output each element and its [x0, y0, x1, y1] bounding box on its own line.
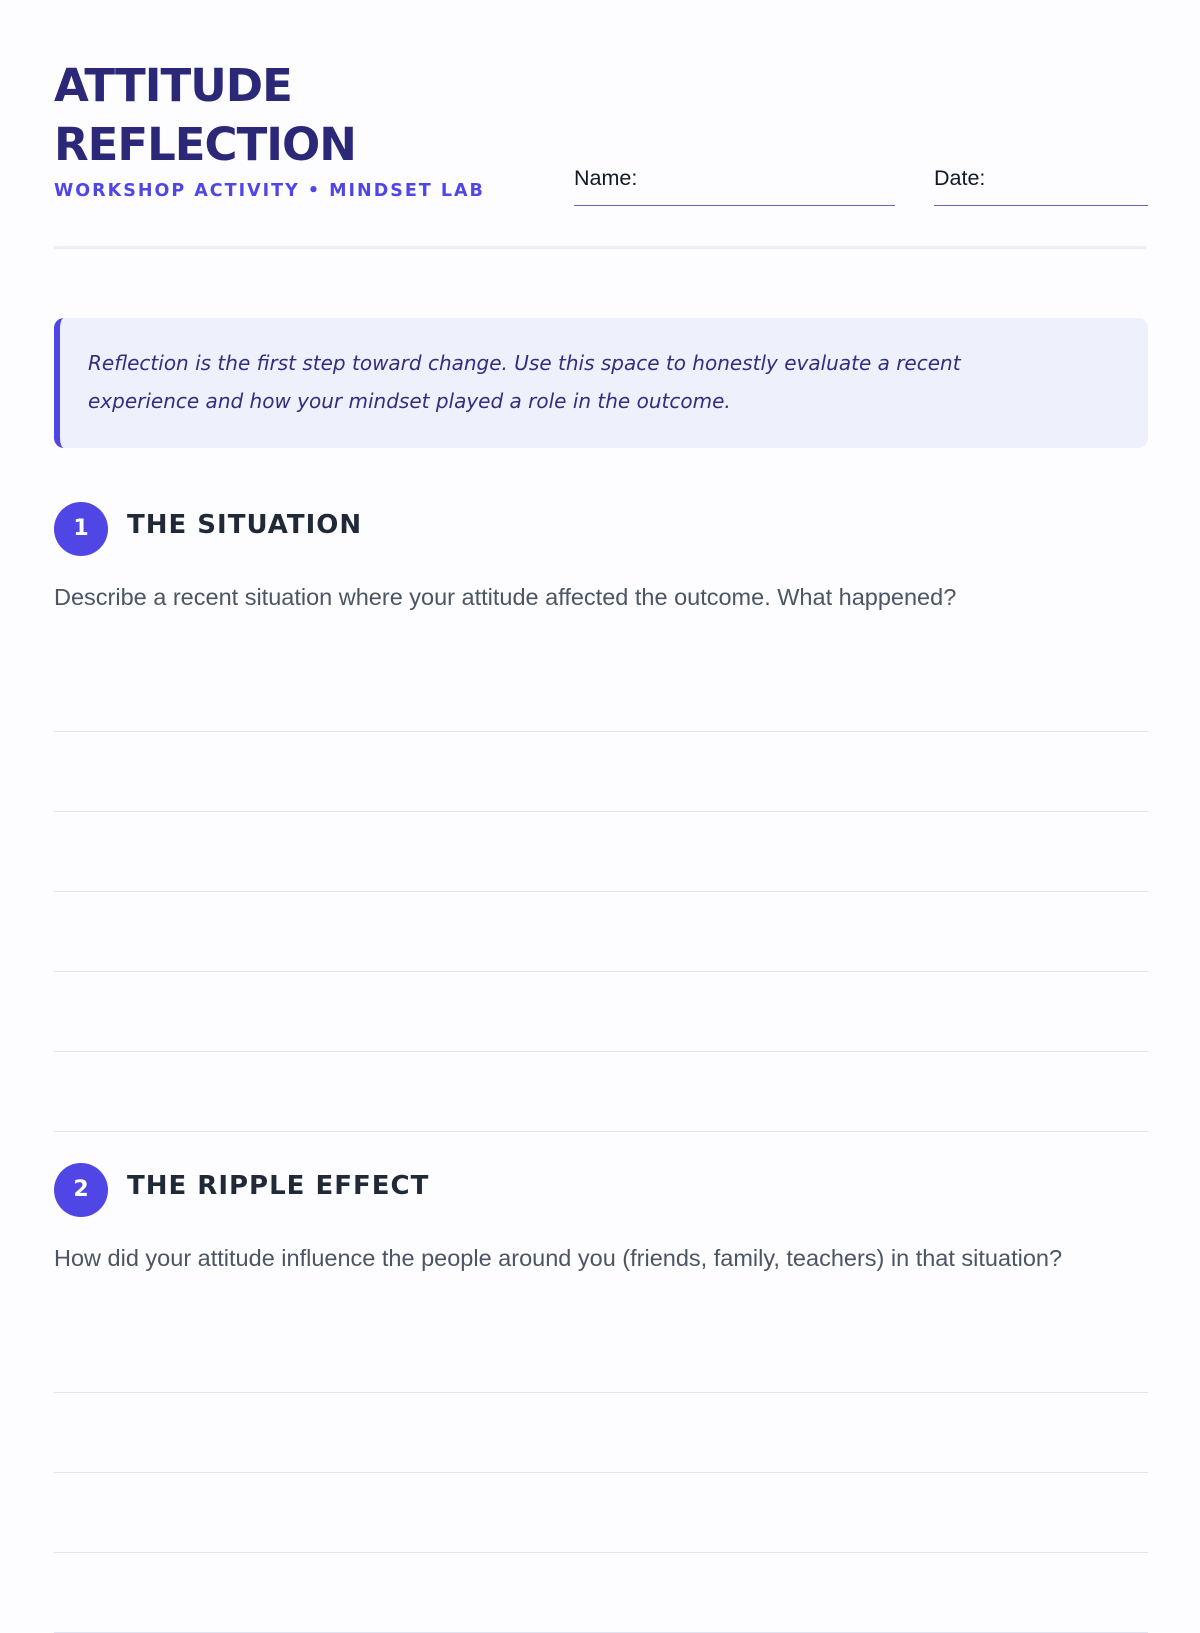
name-field[interactable]: [574, 164, 895, 206]
section-title: THE SITUATION: [127, 510, 363, 540]
header-divider: [54, 246, 1146, 249]
step-number-badge: 1: [54, 502, 108, 556]
writing-line[interactable]: [54, 892, 1148, 972]
page-subtitle: WORKSHOP ACTIVITY • MINDSET LAB: [54, 181, 485, 201]
writing-line[interactable]: [54, 972, 1148, 1052]
writing-line[interactable]: [54, 812, 1148, 892]
section-prompt: How did your attitude influence the people around you (friends, family, teachers) in that situation?: [54, 1245, 1063, 1271]
title-line-1: ATTITUDE: [54, 59, 292, 112]
date-label: Date:: [934, 166, 986, 190]
name-label: Name:: [574, 166, 638, 190]
date-field[interactable]: [934, 164, 1148, 206]
answer-area[interactable]: [54, 652, 1148, 1132]
page-title: [54, 56, 454, 174]
section-title: THE RIPPLE EFFECT: [127, 1171, 430, 1201]
writing-line[interactable]: [54, 1553, 1148, 1633]
section-prompt: Describe a recent situation where your attitude affected the outcome. What happened?: [54, 584, 957, 610]
writing-line[interactable]: [54, 1313, 1148, 1393]
intro-callout: [54, 318, 1148, 448]
answer-area[interactable]: [54, 1313, 1148, 1633]
writing-line[interactable]: [54, 652, 1148, 732]
title-line-2: REFLECTION: [54, 118, 356, 171]
intro-text: Reflection is the first step toward change. Use this space to honestly evaluate a recent experience and how your mindset played a role in the outcome.: [88, 351, 961, 413]
writing-line[interactable]: [54, 1393, 1148, 1473]
writing-line[interactable]: [54, 732, 1148, 812]
step-number-badge: 2: [54, 1163, 108, 1217]
writing-line[interactable]: [54, 1052, 1148, 1132]
worksheet-header: [54, 0, 1146, 250]
writing-line[interactable]: [54, 1473, 1148, 1553]
